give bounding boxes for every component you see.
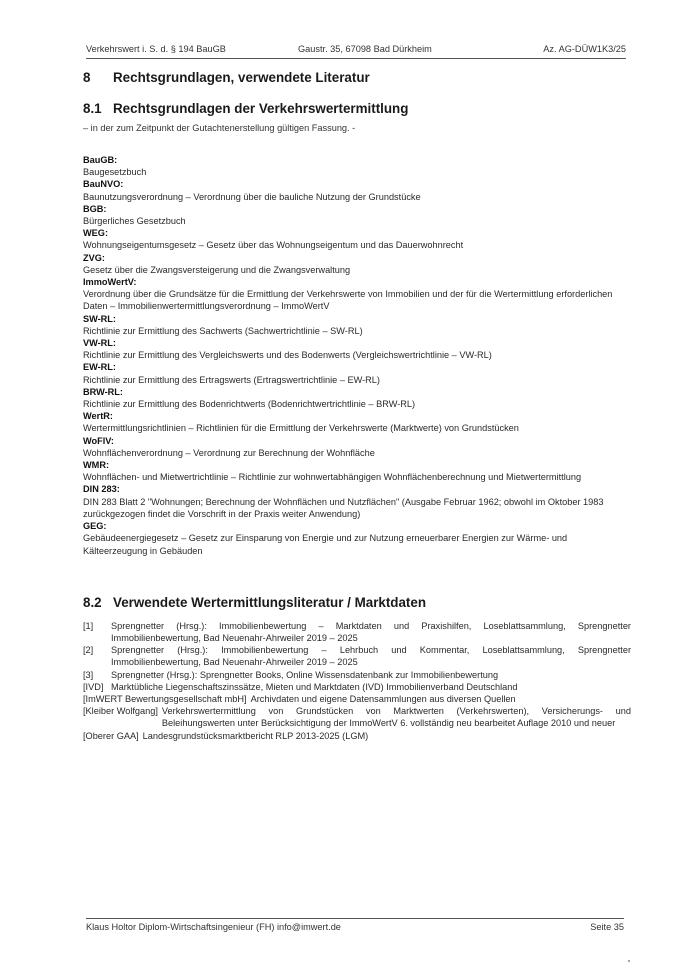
law-abbreviation: EW-RL:	[83, 362, 116, 373]
law-description: Wohnflächen- und Mietwertrichtlinie – Richtlinie zur wohnwertabhängigen Wohnflächenberechnung und Mietwertermittlung	[83, 472, 582, 483]
subsection-heading-8-1	[83, 101, 631, 116]
law-description: Wohnflächenverordnung – Verordnung zur Berechnung der Wohnfläche	[83, 447, 375, 458]
page-content	[83, 70, 631, 742]
law-entry	[83, 386, 631, 410]
reference-tag: [IVD]	[83, 681, 104, 692]
reference-entry	[83, 705, 631, 729]
reference-text: Sprengnetter (Hrsg.): Sprengnetter Books, Online Wissensdatenbank zur Immobilienbewertung	[111, 669, 499, 680]
law-entry	[83, 483, 631, 520]
reference-entry	[83, 681, 631, 693]
law-abbreviation: ZVG:	[83, 252, 105, 263]
header-address: Gaustr. 35, 67098 Bad Dürkheim	[298, 44, 432, 54]
section-heading	[83, 70, 631, 85]
law-abbreviation: ImmoWertV:	[83, 277, 137, 288]
footer-page-number: Seite 35	[590, 922, 624, 932]
reference-tag: [1]	[83, 620, 94, 631]
reference-entry	[83, 669, 631, 681]
law-entry	[83, 276, 631, 313]
reference-tag: [Kleiber Wolfgang]	[83, 706, 158, 717]
reference-tag: [3]	[83, 669, 94, 680]
subsection-number: 8.2	[83, 594, 102, 610]
reference-text: Verkehrswertermittlung von Grundstücken von Marktwerten (Verkehrswerten), Versicherungs- und Beleihungswerten unter Berücksichtigung der ImmoWertV 6. vollständig neu bearbeitet Auflage 2010 und neuer	[161, 706, 631, 729]
law-list	[83, 154, 631, 557]
reference-tag: [Oberer GAA]	[83, 730, 139, 741]
law-description: Baugesetzbuch	[83, 167, 147, 178]
header-case-number: Az. AG-DÜW1K3/25	[543, 44, 626, 54]
subsection-number: 8.1	[83, 101, 102, 116]
law-abbreviation: WEG:	[83, 228, 109, 239]
reference-entry	[83, 730, 631, 742]
law-description: Gebäudeenergiegesetz – Gesetz zur Einsparung von Energie und zur Nutzung erneuerbarer Energien zur Wärme- und Kälteerzeugung in Gebäuden	[83, 533, 568, 556]
law-description: Wertermittlungsrichtlinien – Richtlinien für die Ermittlung der Verkehrswerte (Marktwerte) von Grundstücken	[83, 423, 519, 434]
law-description: Richtlinie zur Ermittlung des Ertragswerts (Ertragswertrichtlinie – EW-RL)	[83, 374, 380, 385]
law-abbreviation: BauNVO:	[83, 179, 124, 190]
law-entry	[83, 313, 631, 337]
law-entry	[83, 227, 631, 251]
law-abbreviation: VW-RL:	[83, 338, 116, 349]
law-entry	[83, 203, 631, 227]
reference-tag: [ImWERT Bewertungsgesellschaft mbH]	[83, 693, 247, 704]
law-entry	[83, 337, 631, 361]
reference-text: Landesgrundstücksmarktbericht RLP 2013-2025 (LGM)	[142, 730, 369, 741]
law-description: Baunutzungsverordnung – Verordnung über die bauliche Nutzung der Grundstücke	[83, 191, 421, 202]
law-description: Gesetz über die Zwangsversteigerung und die Zwangsverwaltung	[83, 264, 351, 275]
law-abbreviation: DIN 283:	[83, 484, 120, 495]
law-description: Bürgerliches Gesetzbuch	[83, 216, 186, 227]
law-description: Verordnung über die Grundsätze für die Ermittlung der Verkehrswerte von Immobilien und der für die Wertermittlung erforderlichen Daten – Immobilienwertermittlungsverordnung – ImmoWertV	[83, 289, 613, 312]
subsection-heading-8-2	[83, 595, 631, 610]
law-abbreviation: BauGB:	[83, 155, 118, 165]
law-description: Richtlinie zur Ermittlung des Sachwerts (Sachwertrichtlinie – SW-RL)	[83, 325, 363, 336]
law-entry	[83, 154, 631, 178]
reference-list	[83, 620, 631, 742]
law-abbreviation: BRW-RL:	[83, 386, 123, 397]
reference-entry	[83, 620, 631, 644]
law-entry	[83, 410, 631, 434]
law-entry	[83, 178, 631, 202]
reference-text: Sprengnetter (Hrsg.): Immobilienbewertung – Marktdaten und Praxishilfen, Loseblattsammlung, Sprengnetter Immobilienbewertung, Bad Neuenahr-Ahrweiler 2019 – 2025	[111, 620, 631, 643]
header-left-text: Verkehrswert i. S. d. § 194 BauGB	[86, 44, 226, 54]
law-description: Wohnungseigentumsgesetz – Gesetz über das Wohnungseigentum und das Dauerwohnrecht	[83, 240, 464, 251]
reference-text: Archivdaten und eigene Datensammlungen aus diversen Quellen	[250, 693, 516, 704]
law-description: DIN 283 Blatt 2 "Wohnungen; Berechnung der Wohnflächen und Nutzflächen" (Ausgabe Februar 1962; obwohl im Oktober 1983 zurückgezogen findet die Vorschrift in der Praxis weiter Anwendung)	[83, 496, 604, 519]
page-header	[86, 44, 626, 59]
section-title: Rechtsgrundlagen, verwendete Literatur	[113, 70, 370, 85]
law-entry	[83, 252, 631, 276]
subsection-title: Rechtsgrundlagen der Verkehrswertermittlung	[113, 101, 409, 116]
law-abbreviation: SW-RL:	[83, 313, 116, 324]
law-description: Richtlinie zur Ermittlung des Bodenrichtwerts (Bodenrichtwertrichtlinie – BRW-RL)	[83, 399, 416, 410]
reference-text: Sprengnetter (Hrsg.): Immobilienbewertung – Lehrbuch und Kommentar, Loseblattsammlung, Sprengnetter Immobilienbewertung, Bad Neuenahr-Ahrweiler 2019 – 2025	[111, 645, 631, 668]
law-abbreviation: GEG:	[83, 521, 107, 532]
law-entry	[83, 435, 631, 459]
reference-tag: [2]	[83, 645, 94, 656]
footer-author-contact: Klaus Holtor Diplom-Wirtschaftsingenieur (FH) info@imwert.de	[86, 922, 341, 932]
reference-entry	[83, 693, 631, 705]
law-description: Richtlinie zur Ermittlung des Vergleichswerts und des Bodenwerts (Vergleichswertrichtlinie – VW-RL)	[83, 350, 492, 361]
scan-speck	[628, 960, 630, 962]
law-entry	[83, 361, 631, 385]
reference-text: Marktübliche Liegenschaftszinssätze, Mieten und Marktdaten (IVD) Immobilienverband Deutschland	[111, 681, 518, 692]
subsection-title: Verwendete Wertermittlungsliteratur / Marktdaten	[113, 594, 427, 610]
law-abbreviation: WoFlV:	[83, 435, 114, 446]
reference-entry	[83, 644, 631, 668]
law-abbreviation: WMR:	[83, 460, 110, 471]
law-abbreviation: WertR:	[83, 411, 113, 422]
law-entry	[83, 520, 631, 557]
law-entry	[83, 459, 631, 483]
page-footer	[86, 918, 624, 935]
law-abbreviation: BGB:	[83, 203, 107, 214]
intro-note: – in der zum Zeitpunkt der Gutachtenerstellung gültigen Fassung. -	[83, 123, 356, 133]
section-number: 8	[83, 70, 91, 85]
